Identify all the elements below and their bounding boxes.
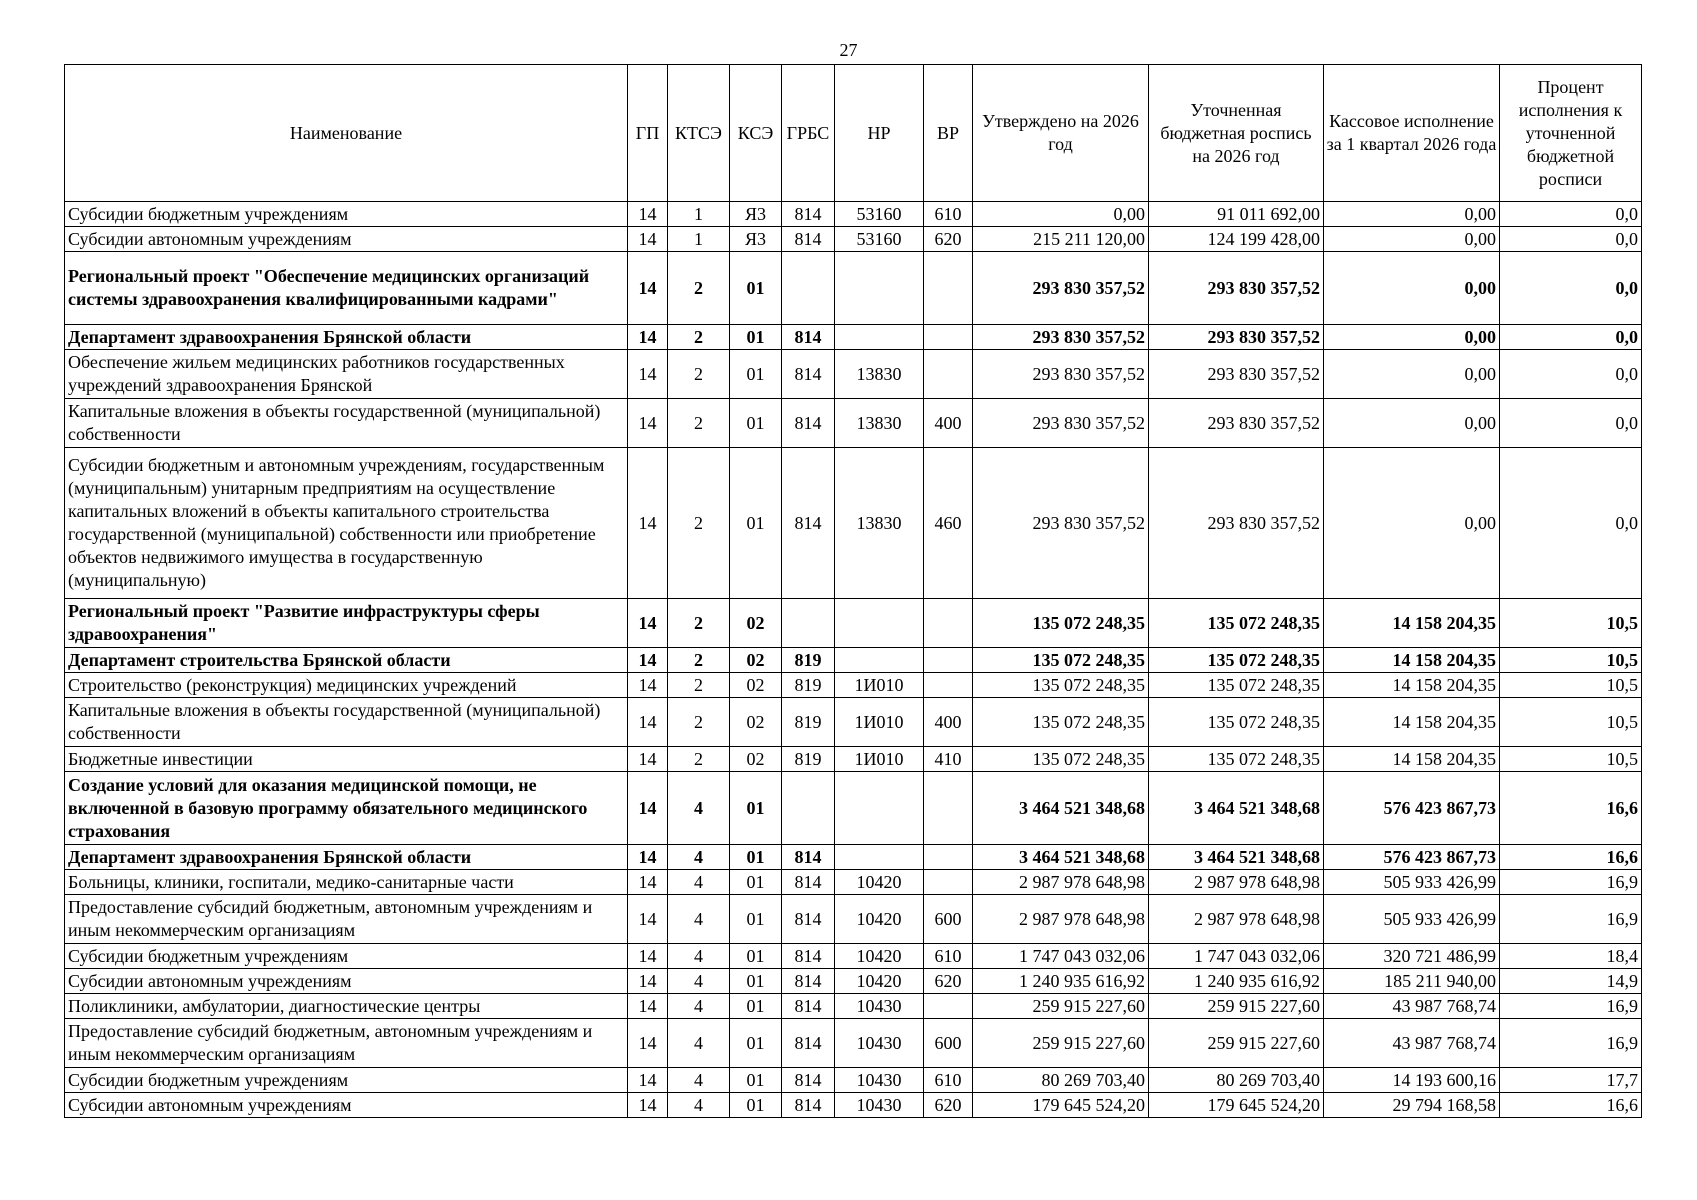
cell-kse: 01: [730, 895, 782, 944]
cell-name: Субсидии бюджетным учреждениям: [65, 1068, 628, 1093]
cell-grbs: 814: [782, 227, 835, 252]
cell-percent: 10,5: [1500, 698, 1642, 747]
cell-grbs: 814: [782, 350, 835, 399]
table-row: [65, 648, 1642, 673]
cell-grbs: 814: [782, 895, 835, 944]
header-row: [65, 65, 1642, 202]
cell-percent: 14,9: [1500, 969, 1642, 994]
cell-gp: 14: [628, 698, 668, 747]
cell-gp: 14: [628, 870, 668, 895]
header-approved: Утверждено на 2026 год: [973, 65, 1149, 202]
cell-vr: 460: [924, 448, 973, 599]
cell-nr: 1И010: [835, 747, 924, 772]
cell-gp: 14: [628, 1068, 668, 1093]
header-refined: Уточненная бюджетная роспись на 2026 год: [1149, 65, 1324, 202]
cell-grbs: 819: [782, 673, 835, 698]
header-cash: Кассовое исполнение за 1 квартал 2026 года: [1324, 65, 1500, 202]
cell-vr: [924, 325, 973, 350]
cell-approved: 1 747 043 032,06: [973, 944, 1149, 969]
cell-ktse: 2: [668, 698, 730, 747]
cell-approved: 80 269 703,40: [973, 1068, 1149, 1093]
cell-name: Субсидии бюджетным учреждениям: [65, 944, 628, 969]
cell-gp: 14: [628, 252, 668, 325]
cell-name: Строительство (реконструкция) медицинских учреждений: [65, 673, 628, 698]
cell-name: Департамент здравоохранения Брянской области: [65, 845, 628, 870]
cell-grbs: [782, 252, 835, 325]
cell-cash: 0,00: [1324, 227, 1500, 252]
cell-name: Предоставление субсидий бюджетным, автономным учреждениям и иным некоммерческим организациям: [65, 895, 628, 944]
cell-approved: 2 987 978 648,98: [973, 870, 1149, 895]
table-body: [65, 202, 1642, 1118]
cell-name: Субсидии автономным учреждениям: [65, 969, 628, 994]
cell-approved: 293 830 357,52: [973, 399, 1149, 448]
cell-vr: 620: [924, 969, 973, 994]
cell-percent: 16,9: [1500, 1019, 1642, 1068]
cell-refined: 293 830 357,52: [1149, 350, 1324, 399]
cell-gp: 14: [628, 325, 668, 350]
cell-refined: 293 830 357,52: [1149, 252, 1324, 325]
cell-percent: 0,0: [1500, 350, 1642, 399]
cell-vr: [924, 648, 973, 673]
cell-refined: 2 987 978 648,98: [1149, 870, 1324, 895]
cell-vr: 400: [924, 399, 973, 448]
cell-name: Субсидии автономным учреждениям: [65, 227, 628, 252]
cell-nr: 10430: [835, 1019, 924, 1068]
cell-approved: 293 830 357,52: [973, 350, 1149, 399]
cell-ktse: 2: [668, 350, 730, 399]
cell-name: Департамент строительства Брянской области: [65, 648, 628, 673]
cell-approved: 2 987 978 648,98: [973, 895, 1149, 944]
cell-percent: 10,5: [1500, 747, 1642, 772]
cell-gp: 14: [628, 1019, 668, 1068]
cell-nr: [835, 325, 924, 350]
cell-grbs: 814: [782, 870, 835, 895]
cell-name: Больницы, клиники, госпитали, медико-санитарные части: [65, 870, 628, 895]
table-header: [65, 65, 1642, 202]
cell-cash: 43 987 768,74: [1324, 1019, 1500, 1068]
cell-vr: 400: [924, 698, 973, 747]
cell-kse: 01: [730, 845, 782, 870]
cell-vr: [924, 994, 973, 1019]
cell-kse: 01: [730, 448, 782, 599]
cell-vr: 600: [924, 1019, 973, 1068]
cell-vr: 620: [924, 227, 973, 252]
cell-gp: 14: [628, 202, 668, 227]
cell-nr: 13830: [835, 350, 924, 399]
cell-vr: 610: [924, 944, 973, 969]
cell-cash: 29 794 168,58: [1324, 1093, 1500, 1118]
cell-refined: 3 464 521 348,68: [1149, 772, 1324, 845]
cell-vr: [924, 772, 973, 845]
cell-gp: 14: [628, 895, 668, 944]
cell-nr: [835, 252, 924, 325]
cell-percent: 16,6: [1500, 772, 1642, 845]
header-ktse: КТСЭ: [668, 65, 730, 202]
cell-percent: 16,9: [1500, 994, 1642, 1019]
cell-percent: 16,9: [1500, 895, 1642, 944]
cell-name: Департамент здравоохранения Брянской области: [65, 325, 628, 350]
cell-nr: [835, 772, 924, 845]
cell-vr: [924, 870, 973, 895]
table-row: [65, 252, 1642, 325]
table-row: [65, 1093, 1642, 1118]
header-grbs: ГРБС: [782, 65, 835, 202]
cell-ktse: 4: [668, 870, 730, 895]
cell-kse: 02: [730, 648, 782, 673]
cell-vr: 610: [924, 202, 973, 227]
cell-nr: 10430: [835, 994, 924, 1019]
cell-cash: 14 158 204,35: [1324, 673, 1500, 698]
cell-ktse: 4: [668, 1019, 730, 1068]
cell-kse: 01: [730, 1093, 782, 1118]
cell-grbs: 819: [782, 698, 835, 747]
cell-cash: 320 721 486,99: [1324, 944, 1500, 969]
cell-kse: 01: [730, 772, 782, 845]
cell-percent: 0,0: [1500, 448, 1642, 599]
cell-approved: 179 645 524,20: [973, 1093, 1149, 1118]
cell-approved: 1 240 935 616,92: [973, 969, 1149, 994]
table-row: [65, 673, 1642, 698]
cell-refined: 1 240 935 616,92: [1149, 969, 1324, 994]
cell-refined: 259 915 227,60: [1149, 1019, 1324, 1068]
cell-kse: 01: [730, 399, 782, 448]
cell-grbs: 814: [782, 399, 835, 448]
cell-approved: 215 211 120,00: [973, 227, 1149, 252]
cell-kse: 01: [730, 325, 782, 350]
cell-kse: 02: [730, 747, 782, 772]
cell-approved: 293 830 357,52: [973, 448, 1149, 599]
cell-grbs: [782, 599, 835, 648]
cell-gp: 14: [628, 448, 668, 599]
cell-ktse: 4: [668, 845, 730, 870]
cell-grbs: 814: [782, 325, 835, 350]
cell-cash: 0,00: [1324, 202, 1500, 227]
cell-percent: 18,4: [1500, 944, 1642, 969]
cell-cash: 505 933 426,99: [1324, 895, 1500, 944]
table-row: [65, 350, 1642, 399]
cell-cash: 576 423 867,73: [1324, 772, 1500, 845]
table-row: [65, 325, 1642, 350]
cell-refined: 293 830 357,52: [1149, 399, 1324, 448]
cell-kse: 02: [730, 599, 782, 648]
header-kse: КСЭ: [730, 65, 782, 202]
cell-gp: 14: [628, 673, 668, 698]
cell-ktse: 4: [668, 944, 730, 969]
cell-gp: 14: [628, 399, 668, 448]
cell-cash: 0,00: [1324, 252, 1500, 325]
cell-cash: 14 158 204,35: [1324, 648, 1500, 673]
cell-grbs: 814: [782, 845, 835, 870]
cell-ktse: 2: [668, 747, 730, 772]
cell-name: Создание условий для оказания медицинской помощи, не включенной в базовую программу обязательного медицинского страхования: [65, 772, 628, 845]
cell-percent: 16,6: [1500, 1093, 1642, 1118]
cell-vr: [924, 845, 973, 870]
cell-kse: 01: [730, 1068, 782, 1093]
cell-refined: 124 199 428,00: [1149, 227, 1324, 252]
cell-refined: 80 269 703,40: [1149, 1068, 1324, 1093]
cell-grbs: 814: [782, 1019, 835, 1068]
table-row: [65, 845, 1642, 870]
cell-name: Предоставление субсидий бюджетным, автономным учреждениям и иным некоммерческим организациям: [65, 1019, 628, 1068]
cell-grbs: 814: [782, 448, 835, 599]
cell-refined: 135 072 248,35: [1149, 599, 1324, 648]
cell-grbs: 814: [782, 202, 835, 227]
cell-ktse: 1: [668, 202, 730, 227]
header-percent: Процент исполнения к уточненной бюджетной росписи: [1500, 65, 1642, 202]
cell-cash: 505 933 426,99: [1324, 870, 1500, 895]
cell-nr: [835, 599, 924, 648]
cell-percent: 16,9: [1500, 870, 1642, 895]
cell-refined: 3 464 521 348,68: [1149, 845, 1324, 870]
cell-refined: 135 072 248,35: [1149, 747, 1324, 772]
cell-percent: 0,0: [1500, 227, 1642, 252]
cell-vr: 600: [924, 895, 973, 944]
cell-ktse: 1: [668, 227, 730, 252]
cell-nr: [835, 845, 924, 870]
cell-kse: 01: [730, 969, 782, 994]
cell-kse: 01: [730, 994, 782, 1019]
cell-refined: 91 011 692,00: [1149, 202, 1324, 227]
cell-name: Региональный проект "Обеспечение медицинских организаций системы здравоохранения квалифицированными кадрами": [65, 252, 628, 325]
table-row: [65, 944, 1642, 969]
cell-ktse: 2: [668, 399, 730, 448]
cell-grbs: 814: [782, 969, 835, 994]
cell-vr: [924, 350, 973, 399]
cell-approved: 3 464 521 348,68: [973, 845, 1149, 870]
cell-kse: 01: [730, 252, 782, 325]
cell-gp: 14: [628, 994, 668, 1019]
cell-name: Субсидии бюджетным учреждениям: [65, 202, 628, 227]
cell-vr: [924, 673, 973, 698]
cell-gp: 14: [628, 969, 668, 994]
cell-approved: 135 072 248,35: [973, 747, 1149, 772]
cell-refined: 135 072 248,35: [1149, 698, 1324, 747]
cell-gp: 14: [628, 648, 668, 673]
cell-percent: 10,5: [1500, 648, 1642, 673]
cell-cash: 14 193 600,16: [1324, 1068, 1500, 1093]
cell-nr: 1И010: [835, 698, 924, 747]
cell-name: Субсидии бюджетным и автономным учреждениям, государственным (муниципальным) унитарным предприятиям на осуществление капитальных вложений в объекты капитального строительства государственной (муниципальной) собственности или приобретение объектов недвижимого имущества в государственную (муниципальную): [65, 448, 628, 599]
cell-ktse: 2: [668, 325, 730, 350]
cell-refined: 1 747 043 032,06: [1149, 944, 1324, 969]
cell-grbs: 819: [782, 747, 835, 772]
cell-ktse: 4: [668, 994, 730, 1019]
cell-refined: 179 645 524,20: [1149, 1093, 1324, 1118]
cell-kse: 02: [730, 698, 782, 747]
cell-gp: 14: [628, 350, 668, 399]
table-row: [65, 448, 1642, 599]
header-nr: НР: [835, 65, 924, 202]
cell-name: Бюджетные инвестиции: [65, 747, 628, 772]
table-row: [65, 227, 1642, 252]
table-row: [65, 1068, 1642, 1093]
cell-percent: 0,0: [1500, 202, 1642, 227]
cell-name: Поликлиники, амбулатории, диагностические центры: [65, 994, 628, 1019]
cell-ktse: 2: [668, 673, 730, 698]
table-row: [65, 399, 1642, 448]
cell-ktse: 4: [668, 969, 730, 994]
cell-nr: 13830: [835, 399, 924, 448]
cell-vr: 620: [924, 1093, 973, 1118]
cell-name: Капитальные вложения в объекты государственной (муниципальной) собственности: [65, 698, 628, 747]
cell-gp: 14: [628, 1093, 668, 1118]
cell-kse: 01: [730, 1019, 782, 1068]
cell-vr: [924, 599, 973, 648]
table-row: [65, 772, 1642, 845]
cell-approved: 3 464 521 348,68: [973, 772, 1149, 845]
cell-approved: 293 830 357,52: [973, 252, 1149, 325]
cell-refined: 293 830 357,52: [1149, 325, 1324, 350]
cell-ktse: 2: [668, 252, 730, 325]
cell-gp: 14: [628, 599, 668, 648]
cell-grbs: 814: [782, 994, 835, 1019]
cell-percent: 17,7: [1500, 1068, 1642, 1093]
cell-nr: 10420: [835, 944, 924, 969]
cell-cash: 0,00: [1324, 448, 1500, 599]
cell-nr: 10430: [835, 1068, 924, 1093]
cell-percent: 10,5: [1500, 673, 1642, 698]
table-row: [65, 1019, 1642, 1068]
cell-refined: 259 915 227,60: [1149, 994, 1324, 1019]
cell-refined: 135 072 248,35: [1149, 673, 1324, 698]
cell-grbs: 819: [782, 648, 835, 673]
cell-gp: 14: [628, 944, 668, 969]
cell-kse: 01: [730, 944, 782, 969]
cell-kse: 01: [730, 350, 782, 399]
cell-cash: 14 158 204,35: [1324, 698, 1500, 747]
cell-percent: 0,0: [1500, 399, 1642, 448]
cell-ktse: 4: [668, 1068, 730, 1093]
cell-approved: 259 915 227,60: [973, 994, 1149, 1019]
cell-cash: 0,00: [1324, 325, 1500, 350]
cell-kse: 01: [730, 870, 782, 895]
cell-nr: 10420: [835, 870, 924, 895]
header-gp: ГП: [628, 65, 668, 202]
cell-refined: 135 072 248,35: [1149, 648, 1324, 673]
cell-ktse: 2: [668, 648, 730, 673]
cell-name: Субсидии автономным учреждениям: [65, 1093, 628, 1118]
header-vr: ВР: [924, 65, 973, 202]
cell-name: Обеспечение жильем медицинских работников государственных учреждений здравоохранения Брянской: [65, 350, 628, 399]
cell-cash: 185 211 940,00: [1324, 969, 1500, 994]
cell-cash: 43 987 768,74: [1324, 994, 1500, 1019]
cell-grbs: 814: [782, 944, 835, 969]
table-row: [65, 599, 1642, 648]
cell-grbs: 814: [782, 1068, 835, 1093]
cell-nr: [835, 648, 924, 673]
cell-refined: 2 987 978 648,98: [1149, 895, 1324, 944]
cell-ktse: 2: [668, 448, 730, 599]
cell-cash: 0,00: [1324, 399, 1500, 448]
cell-kse: 02: [730, 673, 782, 698]
cell-vr: 610: [924, 1068, 973, 1093]
cell-nr: 10430: [835, 1093, 924, 1118]
cell-approved: 259 915 227,60: [973, 1019, 1149, 1068]
table-row: [65, 969, 1642, 994]
cell-name: Капитальные вложения в объекты государственной (муниципальной) собственности: [65, 399, 628, 448]
cell-gp: 14: [628, 747, 668, 772]
cell-approved: 135 072 248,35: [973, 648, 1149, 673]
cell-nr: 53160: [835, 227, 924, 252]
cell-ktse: 2: [668, 599, 730, 648]
cell-nr: 10420: [835, 895, 924, 944]
cell-ktse: 4: [668, 772, 730, 845]
cell-approved: 135 072 248,35: [973, 673, 1149, 698]
page-number: 27: [839, 40, 858, 60]
cell-gp: 14: [628, 772, 668, 845]
cell-vr: 410: [924, 747, 973, 772]
cell-kse: Я3: [730, 202, 782, 227]
cell-percent: 0,0: [1500, 325, 1642, 350]
table-row: [65, 698, 1642, 747]
cell-grbs: 814: [782, 1093, 835, 1118]
cell-percent: 16,6: [1500, 845, 1642, 870]
cell-nr: 53160: [835, 202, 924, 227]
cell-approved: 135 072 248,35: [973, 599, 1149, 648]
cell-gp: 14: [628, 227, 668, 252]
table-row: [65, 994, 1642, 1019]
cell-approved: 0,00: [973, 202, 1149, 227]
cell-gp: 14: [628, 845, 668, 870]
cell-percent: 10,5: [1500, 599, 1642, 648]
cell-approved: 135 072 248,35: [973, 698, 1149, 747]
table-row: [65, 747, 1642, 772]
cell-cash: 14 158 204,35: [1324, 747, 1500, 772]
cell-grbs: [782, 772, 835, 845]
cell-kse: Я3: [730, 227, 782, 252]
budget-execution-table: [64, 64, 1642, 1118]
cell-name: Региональный проект "Развитие инфраструктуры сферы здравоохранения": [65, 599, 628, 648]
cell-ktse: 4: [668, 895, 730, 944]
cell-nr: 1И010: [835, 673, 924, 698]
table-row: [65, 202, 1642, 227]
cell-cash: 0,00: [1324, 350, 1500, 399]
cell-nr: 10420: [835, 969, 924, 994]
cell-percent: 0,0: [1500, 252, 1642, 325]
cell-vr: [924, 252, 973, 325]
cell-nr: 13830: [835, 448, 924, 599]
cell-refined: 293 830 357,52: [1149, 448, 1324, 599]
header-name: Наименование: [65, 65, 628, 202]
cell-ktse: 4: [668, 1093, 730, 1118]
cell-approved: 293 830 357,52: [973, 325, 1149, 350]
cell-cash: 14 158 204,35: [1324, 599, 1500, 648]
table-row: [65, 870, 1642, 895]
cell-cash: 576 423 867,73: [1324, 845, 1500, 870]
table-row: [65, 895, 1642, 944]
